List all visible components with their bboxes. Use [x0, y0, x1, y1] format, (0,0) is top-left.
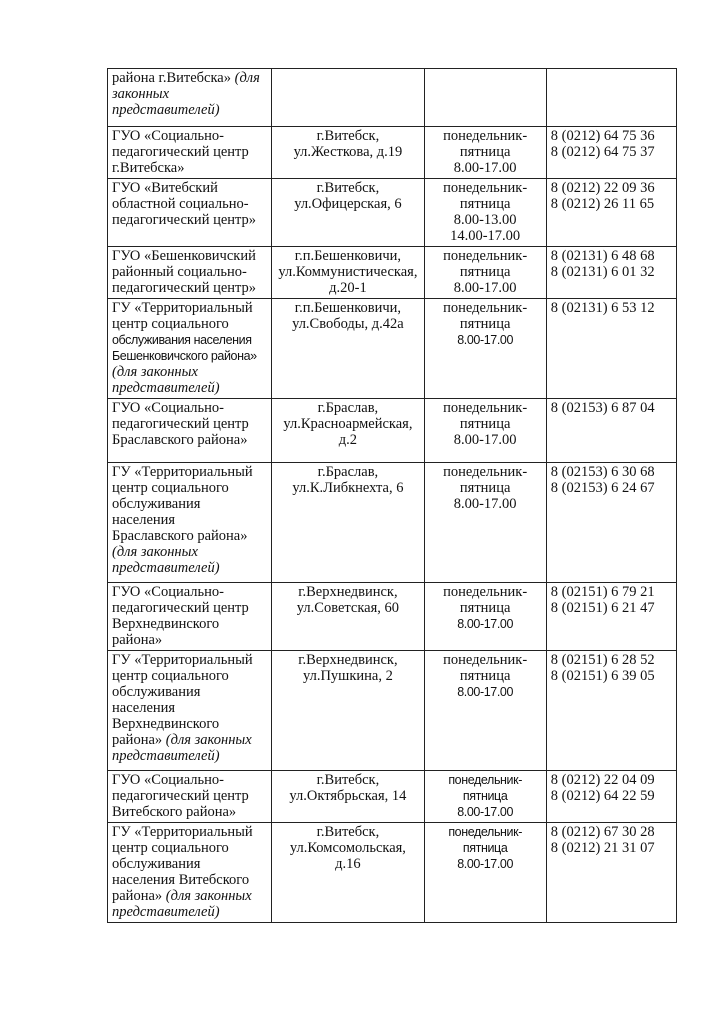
org-name-cell: [108, 247, 272, 299]
org-name-cell: [108, 299, 272, 399]
phone-number: 8 (0212) 67 30 28: [550, 824, 655, 840]
org-name-line: [112, 772, 267, 788]
address-line: г.Витебск,: [316, 180, 380, 196]
org-name-line: [112, 300, 267, 316]
address-line: д.16: [335, 856, 361, 872]
hours-line: 8.00-13.00: [453, 212, 517, 228]
org-name-line: [112, 544, 267, 560]
address-cell: [272, 463, 424, 583]
hours-line: пятница: [459, 264, 511, 280]
hours-cell: [424, 771, 546, 823]
hours-line: пятница: [459, 144, 511, 160]
org-name-text: обслуживания: [112, 496, 201, 512]
org-name-text: Браславского района»: [112, 528, 248, 544]
org-name-text: населения: [112, 512, 176, 528]
hours-line: пятница: [459, 416, 511, 432]
org-name-line: [112, 316, 267, 332]
address-line: ул.К.Либкнехта, 6: [292, 480, 404, 496]
legal-representatives-note: законных: [112, 86, 170, 102]
address-line: г.п.Бешенковичи,: [294, 248, 402, 264]
address-line: г.Браслав,: [317, 464, 379, 480]
address-line: ул.Красноармейская,: [283, 416, 413, 432]
hours-line: пятница: [459, 668, 511, 684]
phones-cell: [546, 399, 676, 463]
address-cell: [272, 69, 424, 127]
address-cell: [272, 179, 424, 247]
table-row: [108, 583, 677, 651]
hours-line: понедельник-: [443, 180, 528, 196]
org-name-line: [112, 616, 267, 632]
org-name-text: обслуживания: [112, 684, 201, 700]
hours-cell: [424, 179, 546, 247]
address-line: ул.Коммунистическая,: [278, 264, 418, 280]
org-name-line: [112, 364, 267, 380]
table-row: [108, 127, 677, 179]
org-name-cell: [108, 651, 272, 771]
org-name-line: [112, 512, 267, 528]
legal-representatives-note: представителей): [112, 560, 220, 576]
address-line: ул.Жесткова, д.19: [293, 144, 403, 160]
phone-number: 8 (02131) 6 48 68: [550, 248, 655, 264]
org-name-text: ГУ «Территориальный: [112, 652, 253, 668]
org-name-text: областной социально-: [112, 196, 249, 212]
org-name-text: педагогический центр: [112, 600, 249, 616]
hours-cell: [424, 69, 546, 127]
address-line: ул.Октябрьская, 14: [289, 788, 407, 804]
phones-cell: [546, 463, 676, 583]
table-row: [108, 399, 677, 463]
org-name-text: района»: [112, 888, 163, 904]
address-cell: [272, 299, 424, 399]
org-name-text: района г.Витебска»: [112, 70, 231, 86]
org-name-line: [112, 212, 267, 228]
address-cell: [272, 247, 424, 299]
phones-cell: [546, 771, 676, 823]
phone-number: 8 (0212) 21 31 07: [550, 840, 655, 856]
phones-cell: [546, 583, 676, 651]
hours-line: 8.00-17.00: [457, 685, 514, 699]
org-name-line: [112, 280, 267, 296]
org-name-text: ГУ «Территориальный: [112, 300, 253, 316]
address-line: г.Витебск,: [316, 824, 380, 840]
org-name-text: ГУО «Социально-: [112, 772, 224, 788]
hours-line: понедельник-: [443, 128, 528, 144]
org-name-line: [112, 632, 267, 648]
phones-cell: [546, 179, 676, 247]
hours-line: пятница: [459, 600, 511, 616]
phone-number: 8 (0212) 26 11 65: [550, 196, 655, 212]
org-name-text: центр социального: [112, 316, 229, 332]
hours-line: 8.00-17.00: [457, 333, 514, 347]
org-name-text: населения Витебского: [112, 872, 250, 888]
org-name-text: района»: [112, 732, 163, 748]
org-name-line: [112, 788, 267, 804]
address-line: д.20-1: [329, 280, 367, 296]
org-name-text: г.Витебска»: [112, 160, 185, 176]
org-name-line: [112, 716, 267, 732]
hours-line: пятница: [462, 841, 508, 855]
hours-line: понедельник-: [448, 825, 522, 839]
address-line: г.Витебск,: [316, 128, 380, 144]
hours-line: 8.00-17.00: [457, 857, 514, 871]
org-name-line: [112, 528, 267, 544]
phone-number: 8 (02151) 6 28 52: [550, 652, 655, 668]
org-name-line: [112, 652, 267, 668]
phone-number: 8 (02153) 6 87 04: [550, 400, 655, 416]
org-name-text: Браславского района»: [112, 432, 248, 448]
org-name-text: ГУ «Территориальный: [112, 464, 253, 480]
hours-cell: [424, 651, 546, 771]
org-name-text: центр социального: [112, 840, 229, 856]
legal-representatives-note: (для законных: [162, 888, 252, 904]
org-name-line: [112, 856, 267, 872]
table-row: [108, 771, 677, 823]
org-name-line: [112, 432, 267, 448]
hours-cell: [424, 127, 546, 179]
org-name-line: [112, 102, 267, 118]
table-row: [108, 463, 677, 583]
hours-cell: [424, 399, 546, 463]
phones-cell: [546, 247, 676, 299]
phones-cell: [546, 299, 676, 399]
address-cell: [272, 771, 424, 823]
hours-line: 8.00-17.00: [453, 432, 517, 448]
address-cell: [272, 583, 424, 651]
org-name-line: [112, 732, 267, 748]
hours-line: пятница: [459, 196, 511, 212]
org-name-text: Верхнедвинского: [112, 716, 220, 732]
hours-line: 14.00-17.00: [450, 228, 521, 244]
legal-representatives-note: (для: [230, 70, 260, 86]
address-line: ул.Свободы, д.42а: [292, 316, 404, 332]
phone-number: 8 (02153) 6 30 68: [550, 464, 655, 480]
org-name-line: [112, 584, 267, 600]
org-name-line: [112, 144, 267, 160]
org-name-line: [112, 416, 267, 432]
org-name-line: [112, 332, 267, 348]
hours-line: понедельник-: [443, 584, 528, 600]
org-name-line: [112, 248, 267, 264]
hours-cell: [424, 583, 546, 651]
org-name-text: педагогический центр: [112, 788, 249, 804]
hours-line: пятница: [459, 480, 511, 496]
org-name-cell: [108, 771, 272, 823]
phone-number: 8 (0212) 22 04 09: [550, 772, 655, 788]
phone-number: 8 (02131) 6 53 12: [550, 300, 655, 316]
org-name-cell: [108, 399, 272, 463]
org-name-text: центр социального: [112, 668, 229, 684]
org-name-text: педагогический центр»: [112, 280, 257, 296]
org-name-text: района»: [112, 632, 163, 648]
table-row: [108, 179, 677, 247]
org-name-line: [112, 748, 267, 764]
hours-cell: [424, 247, 546, 299]
org-name-line: [112, 804, 267, 820]
phone-number: 8 (0212) 64 22 59: [550, 788, 655, 804]
address-line: г.Верхнедвинск,: [298, 652, 398, 668]
org-name-text: ГУО «Социально-: [112, 128, 224, 144]
address-line: г.Витебск,: [316, 772, 380, 788]
org-name-cell: [108, 583, 272, 651]
hours-line: 8.00-17.00: [453, 496, 517, 512]
org-name-text: районный социально-: [112, 264, 247, 280]
hours-line: понедельник-: [443, 464, 528, 480]
address-cell: [272, 127, 424, 179]
org-name-line: [112, 128, 267, 144]
phone-number: 8 (02151) 6 39 05: [550, 668, 655, 684]
phone-number: 8 (0212) 64 75 37: [550, 144, 655, 160]
phone-number: 8 (0212) 22 09 36: [550, 180, 655, 196]
table-row: [108, 823, 677, 923]
org-name-cell: [108, 823, 272, 923]
org-name-text: обслуживания населения: [112, 333, 252, 347]
org-name-text: педагогический центр»: [112, 212, 257, 228]
table-row: [108, 69, 677, 127]
org-name-cell: [108, 463, 272, 583]
phone-number: 8 (02153) 6 24 67: [550, 480, 655, 496]
org-name-text: Верхнедвинского: [112, 616, 220, 632]
phones-cell: [546, 823, 676, 923]
hours-line: 8.00-17.00: [457, 617, 514, 631]
hours-line: понедельник-: [443, 400, 528, 416]
hours-line: пятница: [462, 789, 508, 803]
hours-cell: [424, 299, 546, 399]
org-name-cell: [108, 179, 272, 247]
phones-cell: [546, 651, 676, 771]
org-name-text: населения: [112, 700, 176, 716]
hours-line: понедельник-: [443, 248, 528, 264]
phone-number: 8 (02131) 6 01 32: [550, 264, 655, 280]
org-name-line: [112, 480, 267, 496]
org-name-line: [112, 160, 267, 176]
org-name-line: [112, 600, 267, 616]
legal-representatives-note: представителей): [112, 380, 220, 396]
org-name-text: ГУО «Социально-: [112, 400, 224, 416]
phone-number: 8 (02151) 6 21 47: [550, 600, 655, 616]
org-name-line: [112, 496, 267, 512]
org-name-line: [112, 668, 267, 684]
org-name-text: обслуживания: [112, 856, 201, 872]
hours-line: понедельник-: [448, 773, 522, 787]
contacts-table-body: [108, 69, 677, 923]
address-line: ул.Комсомольская,: [289, 840, 406, 856]
legal-representatives-note: (для законных: [112, 544, 198, 560]
legal-representatives-note: (для законных: [162, 732, 252, 748]
contacts-table: [107, 68, 677, 923]
org-name-text: ГУО «Витебский: [112, 180, 218, 196]
hours-line: 8.00-17.00: [457, 805, 514, 819]
hours-line: понедельник-: [443, 652, 528, 668]
org-name-line: [112, 464, 267, 480]
org-name-line: [112, 86, 267, 102]
phones-cell: [546, 69, 676, 127]
table-row: [108, 247, 677, 299]
address-cell: [272, 823, 424, 923]
phone-number: 8 (0212) 64 75 36: [550, 128, 655, 144]
address-line: д.2: [338, 432, 358, 448]
legal-representatives-note: представителей): [112, 748, 220, 764]
legal-representatives-note: (для законных: [112, 364, 198, 380]
address-line: г.Браслав,: [317, 400, 379, 416]
org-name-line: [112, 840, 267, 856]
org-name-line: [112, 180, 267, 196]
org-name-line: [112, 700, 267, 716]
org-name-cell: [108, 127, 272, 179]
legal-representatives-note: представителей): [112, 102, 220, 118]
org-name-line: [112, 684, 267, 700]
org-name-text: Витебского района»: [112, 804, 237, 820]
org-name-line: [112, 904, 267, 920]
hours-line: 8.00-17.00: [453, 160, 517, 176]
hours-cell: [424, 463, 546, 583]
address-line: ул.Советская, 60: [296, 600, 400, 616]
org-name-line: [112, 824, 267, 840]
org-name-text: ГУО «Социально-: [112, 584, 224, 600]
hours-cell: [424, 823, 546, 923]
org-name-line: [112, 560, 267, 576]
address-cell: [272, 651, 424, 771]
org-name-text: ГУ «Территориальный: [112, 824, 253, 840]
address-line: ул.Пушкина, 2: [302, 668, 393, 684]
phones-cell: [546, 127, 676, 179]
hours-line: пятница: [459, 316, 511, 332]
org-name-text: Бешенковичского района»: [112, 349, 257, 363]
table-row: [108, 651, 677, 771]
org-name-text: педагогический центр: [112, 416, 249, 432]
org-name-text: ГУО «Бешенковичский: [112, 248, 256, 264]
address-cell: [272, 399, 424, 463]
phone-number: 8 (02151) 6 79 21: [550, 584, 655, 600]
address-line: г.п.Бешенковичи,: [294, 300, 402, 316]
org-name-line: [112, 872, 267, 888]
hours-line: понедельник-: [443, 300, 528, 316]
org-name-cell: [108, 69, 272, 127]
hours-line: 8.00-17.00: [453, 280, 517, 296]
org-name-line: [112, 70, 267, 86]
org-name-text: педагогический центр: [112, 144, 249, 160]
org-name-line: [112, 888, 267, 904]
org-name-line: [112, 196, 267, 212]
table-row: [108, 299, 677, 399]
org-name-text: центр социального: [112, 480, 229, 496]
address-line: ул.Офицерская, 6: [294, 196, 402, 212]
org-name-line: [112, 380, 267, 396]
org-name-line: [112, 264, 267, 280]
address-line: г.Верхнедвинск,: [298, 584, 398, 600]
org-name-line: [112, 400, 267, 416]
org-name-line: [112, 348, 267, 364]
legal-representatives-note: представителей): [112, 904, 220, 920]
